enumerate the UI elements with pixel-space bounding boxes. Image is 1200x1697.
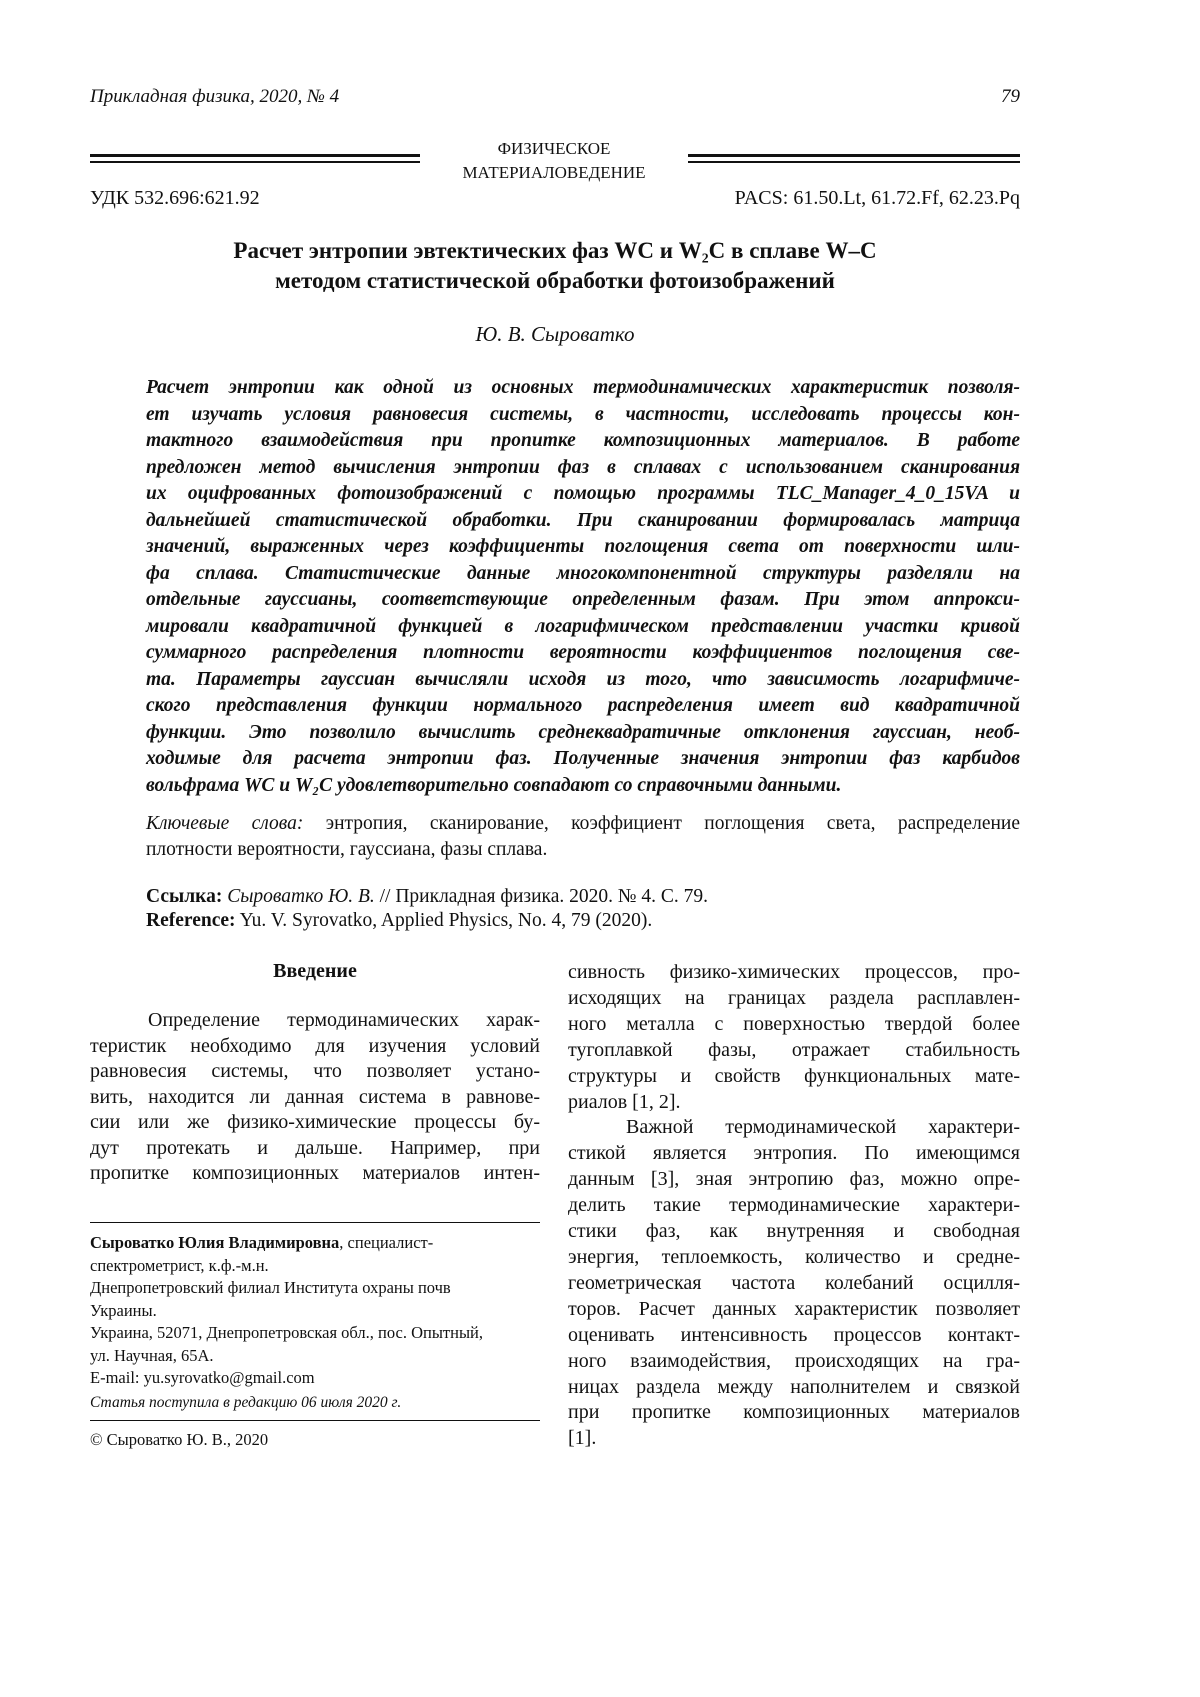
title-line-1: Расчет энтропии эвтектических фаз WC и W₂C в сплаве W–C (90, 236, 1020, 266)
text-line: ного взаимодействия, происходящих на гра- (568, 1349, 1020, 1375)
page-number: 79 (1001, 86, 1020, 108)
text-line: данным [3], зная энтропию фаз, можно опре- (568, 1167, 1020, 1193)
author: Ю. В. Сыроватко (90, 322, 1020, 347)
footnote-line-2: спектрометрист, к.ф.-м.н. (90, 1255, 540, 1278)
section-rule-right-2 (688, 161, 1020, 163)
text-line: дут протекать и дальше. Например, при (90, 1136, 540, 1162)
footnote-line-5: Украина, 52071, Днепропетровская обл., пос. Опытный, (90, 1322, 540, 1345)
citation-ru-text: // Прикладная физика. 2020. № 4. С. 79. (375, 886, 708, 907)
footnote-position: , специалист- (339, 1233, 433, 1252)
text-line: структуры и свойств функциональных мате- (568, 1064, 1020, 1090)
text-line: оценивать интенсивность процессов контакт- (568, 1323, 1020, 1349)
section-rule-left-2 (90, 161, 420, 163)
citation-ru (146, 885, 708, 909)
citation-en-label: Reference: (146, 910, 236, 931)
text-line: ницах раздела между наполнителем и связкой (568, 1375, 1020, 1401)
text-line: сивность физико-химических процессов, про- (568, 960, 1020, 986)
footnote-email: E-mail: yu.syrovatko@gmail.com (90, 1367, 540, 1390)
text-line: энергия, теплоемкость, количество и средне- (568, 1245, 1020, 1271)
text-line: Важной термодинамической характери- (568, 1115, 1020, 1141)
keywords-line-2: плотности вероятности, гауссиана, фазы сплава. (146, 837, 1020, 863)
citation-en (146, 909, 708, 933)
section-rule-left (90, 154, 420, 157)
text-line: та. Параметры гауссиан вычисляли исходя из того, что зависимость логарифмиче- (146, 667, 1020, 694)
received-date: Статья поступила в редакцию 06 июля 2020 г. (90, 1394, 401, 1412)
text-line: [1]. (568, 1426, 1020, 1452)
udc: УДК 532.696:621.92 (90, 187, 260, 210)
text-line: фа сплава. Статистические данные многокомпонентной структуры разделяли на (146, 561, 1020, 588)
left-column-text (90, 1008, 540, 1187)
text-line: их оцифрованных фотоизображений с помощью программы TLC_Manager_4_0_15VA и (146, 481, 1020, 508)
text-line: равновесия системы, что позволяет устано- (90, 1059, 540, 1085)
footnote-author-name: Сыроватко Юлия Владимировна (90, 1233, 339, 1252)
footnote-rule (90, 1222, 540, 1223)
text-line: суммарного распределения плотности вероятности коэффициентов поглощения све- (146, 640, 1020, 667)
text-line: вольфрама WC и W₂C удовлетворительно совпадают со справочными данными. (146, 773, 1020, 800)
keywords-label: Ключевые слова: (146, 813, 303, 834)
text-line: пропитке композиционных материалов интен- (90, 1161, 540, 1187)
intro-heading: Введение (90, 960, 540, 983)
text-line: теристик необходимо для изучения условий (90, 1034, 540, 1060)
text-line: геометрическая частота колебаний осцилля- (568, 1271, 1020, 1297)
text-line: предложен метод вычисления энтропии фаз в сплавах с использованием сканирования (146, 455, 1020, 482)
text-line: исходящих на границах раздела расплавлен- (568, 986, 1020, 1012)
section-line-2: МАТЕРИАЛОВЕДЕНИЕ (420, 161, 688, 185)
pacs: PACS: 61.50.Lt, 61.72.Ff, 62.23.Pq (735, 187, 1020, 210)
text-line: ет изучать условия равновесия системы, в частности, исследовать процессы кон- (146, 402, 1020, 429)
article-title (90, 236, 1020, 296)
citation-en-text: Yu. V. Syrovatko, Applied Physics, No. 4, 79 (2020). (236, 910, 653, 931)
keywords-line-1 (146, 811, 1020, 837)
text-line: сии или же физико-химические процессы бу- (90, 1110, 540, 1136)
text-line: риалов [1, 2]. (568, 1090, 1020, 1116)
copyright-rule (90, 1420, 540, 1421)
footnote-line-4: Украины. (90, 1300, 540, 1323)
text-line: тактного взаимодействия при пропитке композиционных материалов. В работе (146, 428, 1020, 455)
text-line: значений, выраженных через коэффициенты поглощения света от поверхности шли- (146, 534, 1020, 561)
text-line: мировали квадратичной функцией в логарифмическом представлении участки кривой (146, 614, 1020, 641)
text-line: Расчет энтропии как одной из основных термодинамических характеристик позволя- (146, 375, 1020, 402)
text-line: делить такие термодинамические характери- (568, 1193, 1020, 1219)
author-footnote (90, 1232, 540, 1390)
citation-ru-author: Сыроватко Ю. В. (227, 886, 375, 907)
footnote-line-6: ул. Научная, 65А. (90, 1345, 540, 1368)
text-line: вить, находится ли данная система в равнове- (90, 1085, 540, 1111)
copyright: © Сыроватко Ю. В., 2020 (90, 1430, 268, 1450)
text-line: отдельные гауссианы, соответствующие определенным фазам. При этом аппрокси- (146, 587, 1020, 614)
footnote-line-3: Днепропетровский филиал Института охраны почв (90, 1277, 540, 1300)
section-rule-right (688, 154, 1020, 157)
citation-ru-label: Ссылка: (146, 886, 222, 907)
text-line: тугоплавкой фазы, отражает стабильность (568, 1038, 1020, 1064)
text-line: функции. Это позволило вычислить среднеквадратичные отклонения гауссиан, необ- (146, 720, 1020, 747)
document-page (0, 0, 1200, 1697)
right-column-text (568, 960, 1020, 1452)
text-line: стики фаз, как внутренняя и свободная (568, 1219, 1020, 1245)
section-heading (420, 137, 688, 185)
text-line: торов. Расчет данных характеристик позволяет (568, 1297, 1020, 1323)
text-line: ского представления функции нормального распределения имеет вид квадратичной (146, 693, 1020, 720)
section-line-1: ФИЗИЧЕСКОЕ (420, 137, 688, 161)
text-line: стикой является энтропия. По имеющимся (568, 1141, 1020, 1167)
abstract (146, 375, 1020, 799)
text-line: ного металла с поверхностью твердой более (568, 1012, 1020, 1038)
keywords-text-1: энтропия, сканирование, коэффициент поглощения света, распределение (326, 813, 1020, 834)
text-line: Определение термодинамических харак- (90, 1008, 540, 1034)
citation (146, 885, 708, 933)
footnote-line-1 (90, 1232, 540, 1255)
journal-header: Прикладная физика, 2020, № 4 (90, 86, 339, 108)
text-line: ходимые для расчета энтропии фаз. Полученные значения энтропии фаз карбидов (146, 746, 1020, 773)
title-line-2: методом статистической обработки фотоизображений (90, 266, 1020, 296)
text-line: дальнейшей статистической обработки. При сканировании формировалась матрица (146, 508, 1020, 535)
text-line: при пропитке композиционных материалов (568, 1400, 1020, 1426)
keywords (146, 811, 1020, 863)
